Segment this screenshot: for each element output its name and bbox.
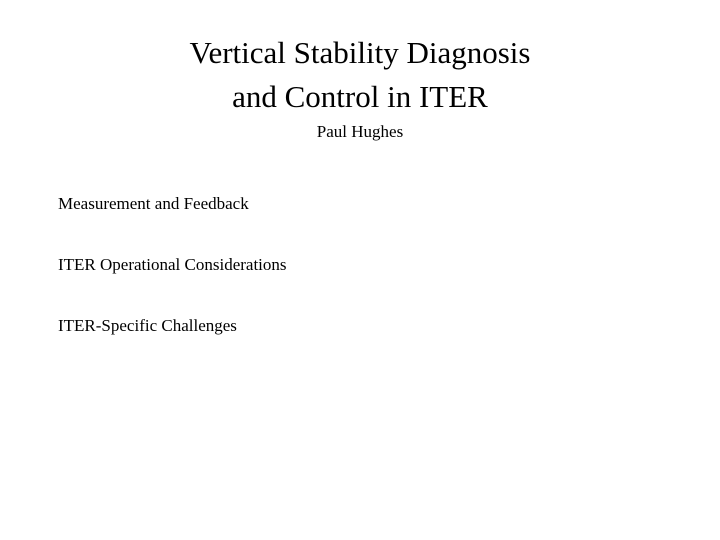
topic-item-measurement: Measurement and Feedback: [58, 194, 249, 213]
author-name: Paul Hughes: [316, 122, 404, 141]
slide-title-line-1: Vertical Stability Diagnosis: [189, 35, 531, 70]
topic-list: [58, 193, 287, 376]
topic-item-operational: ITER Operational Considerations: [58, 255, 287, 274]
slide-title-line-2: and Control in ITER: [232, 79, 488, 114]
slide-title: [0, 31, 720, 119]
topic-item-challenges: ITER-Specific Challenges: [58, 316, 237, 335]
